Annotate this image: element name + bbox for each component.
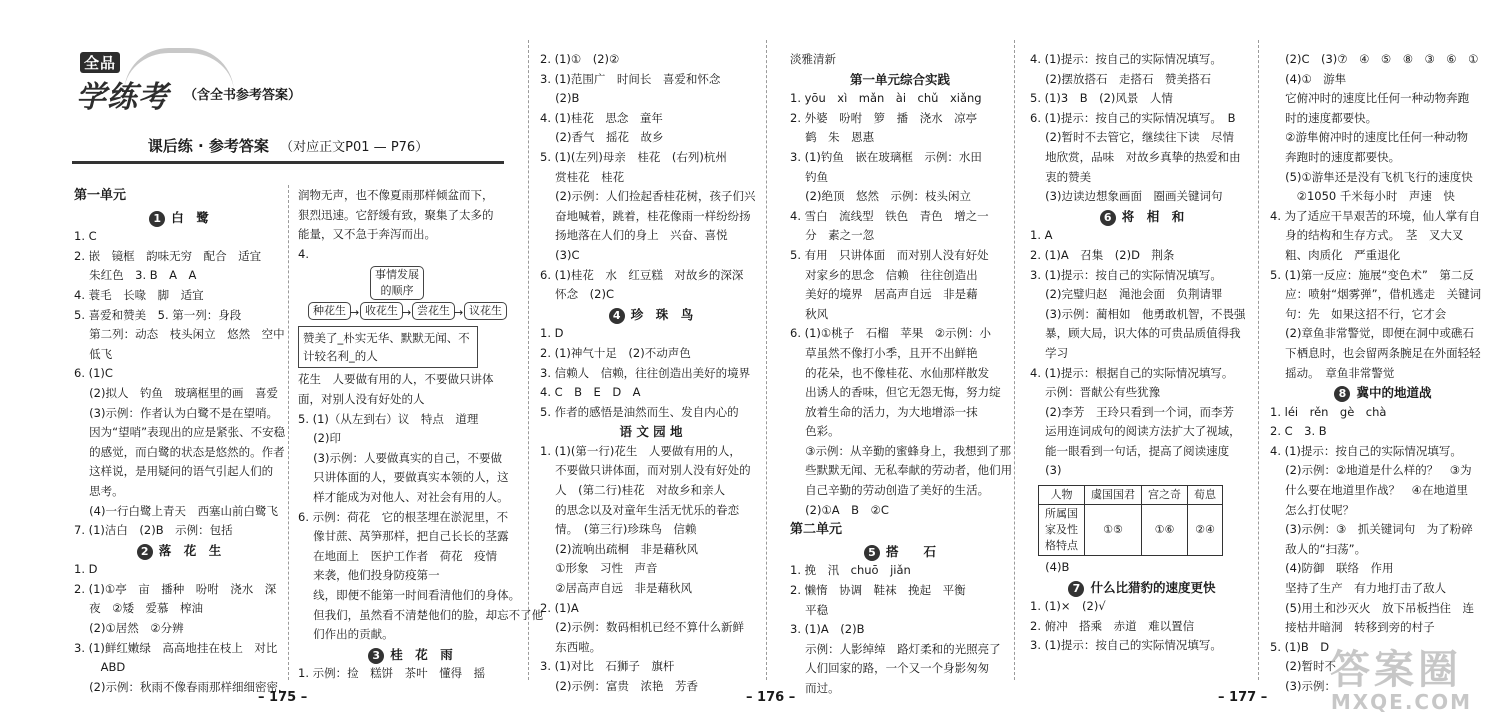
answer-line: 朱红色 3. B A A — [74, 268, 197, 283]
answer-line: (2)示例：数码相机已经不算什么新鲜 — [540, 620, 744, 635]
answer-list — [298, 186, 523, 264]
answer-line: (2)暂时不去管它，继续往下读 尽情 — [1030, 130, 1234, 145]
answer-line: 2. 外婆 吩咐 箩 播 浇水 凉亭 — [790, 110, 978, 125]
answer-line: 但我们，虽然看不清楚他们的脸，却忘不了他 — [298, 607, 544, 622]
lesson-title — [1270, 383, 1496, 403]
answer-line: 3. (1)提示：按自己的实际情况填写。 — [1030, 638, 1222, 653]
answer-line: 衷的赞美 — [1030, 169, 1092, 184]
lesson-title — [74, 541, 284, 561]
column-divider — [528, 40, 529, 680]
answer-line: 6. 示例：荷花 它的根茎埋在淤泥里，不 — [298, 509, 509, 524]
answer-line: 像甘蔗、莴笋那样，把自己长长的茎露 — [298, 529, 509, 544]
answer-line: (2)印 — [298, 431, 341, 446]
lesson-title-text: 搭 石 — [885, 543, 936, 559]
answer-line: 3. (1)提示：按自己的实际情况填写。 — [1030, 267, 1222, 282]
answer-line: 线，即便不能第一时间看清他们的身体。 — [298, 587, 521, 602]
table-header-cell: 虞国国君 — [1085, 486, 1142, 505]
answer-line: 第二列：动态 枝头闲立 悠然 空中 — [74, 327, 285, 342]
lesson-number: 4 — [609, 308, 625, 324]
answer-list — [1030, 226, 1254, 481]
answer-line: 1. C — [74, 229, 97, 244]
answer-line: 2. (1)A — [540, 600, 579, 615]
column-2 — [298, 186, 544, 684]
answer-line: 4. (1)桂花 思念 童年 — [540, 110, 663, 125]
answer-list — [298, 370, 544, 644]
lesson-title — [74, 208, 284, 228]
answer-line: 4. 蓑毛 长喙 脚 适宜 — [74, 287, 204, 302]
answer-list — [790, 50, 1010, 70]
answer-line: 示例：人影绰绰 路灯柔和的光照亮了 — [790, 641, 1001, 656]
column-divider — [1014, 40, 1015, 680]
answer-line: 的思念以及对童年生活无忧乐的眷恋 — [540, 502, 740, 517]
table-cell: ①⑥ — [1142, 505, 1188, 556]
answer-line: 7. (1)洁白 (2)B 示例：包括 — [74, 523, 233, 538]
answer-list — [540, 324, 762, 422]
answer-line: 5. 有用 只讲体面 而对别人没有好处 — [790, 247, 989, 262]
lesson-title — [298, 645, 523, 665]
watermark-text: 答案圈 — [1330, 647, 1462, 693]
answer-line: 地欣赏，品味 对故乡真挚的热爱和由 — [1030, 149, 1241, 164]
column-divider — [288, 185, 289, 680]
answer-line: 夜 ②矮 爱慕 榨油 — [74, 601, 203, 616]
answer-line: 1. yōu xì mǎn ài chǔ xiǎng — [790, 91, 982, 106]
page-number: – 176 – — [746, 690, 796, 705]
column-6 — [1270, 50, 1496, 697]
answer-line: 样才能成为对他人、对社会有用的人。 — [298, 489, 509, 504]
watermark-url: MXQE.COM — [1330, 690, 1472, 714]
answer-line: 奋地喊着，跳着，桂花像雨一样纷纷扬 — [540, 208, 751, 223]
answer-line: (4)一行白鹭上青天 西塞山前白鹭飞 — [74, 503, 278, 518]
answer-line: 2. 懒惰 协调 鞋袜 挽起 平衡 — [790, 583, 966, 598]
answer-line: (2)绝顶 悠然 示例：枝头闲立 — [790, 189, 971, 204]
table-header-row — [1039, 486, 1223, 505]
section-title-sub: （对应正文P01 — P76） — [280, 140, 429, 155]
answer-line: (5)①游隼还是没有飞机飞行的速度快 — [1270, 169, 1473, 184]
diagram-box: 议花生 — [464, 302, 507, 320]
quote-box: 赞美了_朴实无华、默默无闻、不计较名利_的人 — [298, 326, 478, 368]
answer-list — [74, 560, 290, 697]
page-number: – 175 – — [258, 690, 308, 705]
lesson-title-text: 白 鹭 — [171, 209, 209, 225]
answer-line: 暴，顾大局，识大体的可贵品质值得我 — [1030, 326, 1241, 341]
answer-line: 人们回家的路，一个又一个身影匆匆 — [790, 661, 990, 676]
answer-line: 这样说，是用疑问的语气引起人们的 — [74, 464, 274, 479]
answer-line: 能量，又不急于奔泻而出。 — [298, 227, 436, 242]
answer-line: 6. (1)①桃子 石榴 苹果 ②示例：小 — [790, 326, 992, 341]
answer-line: 扬地落在人们的身上 兴奋、喜悦 — [540, 228, 728, 243]
answer-line: 淡雅清新 — [790, 52, 836, 66]
answer-line: (4)① 游隼 — [1270, 71, 1347, 86]
answer-line: (2)C (3)⑦ ④ ⑤ ⑧ ③ ⑥ ① — [1270, 52, 1479, 66]
answer-list — [298, 664, 523, 684]
answer-line: 们作出的贡献。 — [298, 627, 394, 642]
lesson-number: 7 — [1068, 581, 1084, 597]
answer-line: 5. (1)3 B (2)风景 人情 — [1030, 91, 1173, 106]
answer-line: 而过。 — [790, 681, 840, 695]
answer-line: (2)香气 摇花 故乡 — [540, 130, 664, 145]
lesson-title — [790, 542, 1010, 562]
answer-line: 面，对别人没有好处的人 — [298, 391, 425, 406]
lesson-number: 1 — [149, 211, 165, 227]
answer-line: 3. (1)A (2)B — [790, 622, 865, 637]
brand-title: 学练考 — [76, 80, 169, 115]
answer-line: 摇动。 章鱼非常警觉 — [1270, 365, 1395, 380]
answer-line: 1. léi rěn gè chà — [1270, 404, 1387, 419]
answer-line: 草虽然不像打小季，且开不出鲜艳 — [790, 345, 978, 360]
answer-line: 润物无声，也不像夏雨那样倾盆而下， — [298, 188, 494, 202]
answer-line: ②1050 千米每小时 声速 快 — [1270, 189, 1455, 204]
answer-line: 对家乡的思念 信赖 往往创造出 — [790, 267, 978, 282]
column-5 — [1030, 50, 1254, 656]
answer-line: ③示例：从辛勤的蜜蜂身上，我想到了那 — [790, 443, 1011, 458]
answer-list — [790, 89, 1013, 520]
table-header-cell: 人物 — [1039, 486, 1085, 505]
table-cell: ②④ — [1188, 505, 1223, 556]
arrow-icon: → — [454, 306, 464, 320]
character-table — [1038, 485, 1223, 556]
answer-line: 秋风 — [790, 306, 829, 321]
answer-line: (5)用土和沙灭火 放下吊板挡住 连 — [1270, 600, 1474, 615]
answer-line: (2)暂时不 — [1270, 659, 1336, 674]
answer-line: 1. D — [74, 562, 98, 577]
answer-line: (2)李芳 王玲只看到一个词，而李芳 — [1030, 404, 1234, 419]
answer-line: (2)摆放搭石 走搭石 赞美搭石 — [1030, 71, 1211, 86]
column-3 — [540, 50, 762, 697]
answer-line: (2)完璧归赵 渑池会面 负荆请罪 — [1030, 287, 1223, 302]
unit-heading: 第一单元 — [74, 188, 127, 203]
diagram-box: 种花生 — [308, 302, 351, 320]
answer-line: 平稳 — [790, 602, 829, 617]
answer-line: 4. — [298, 246, 309, 261]
answer-line: 6. (1)桂花 水 红豆糕 对故乡的深深 — [540, 267, 744, 282]
section-title — [72, 135, 504, 164]
answer-list — [1030, 597, 1254, 656]
lesson-number: 3 — [368, 648, 384, 664]
answer-line: 2. (1)A 召集 (2)D 荆条 — [1030, 247, 1175, 262]
answer-line: (2)流响出疏桐 非是藉秋风 — [540, 541, 698, 556]
answer-list — [540, 50, 762, 305]
answer-line: 不要做只讲体面，而对别人没有好处的 — [540, 463, 751, 478]
answer-line: 4. (1)提示：按自己的实际情况填写。 — [1030, 52, 1222, 66]
answer-line: 粗、肉质化 严重退化 — [1270, 247, 1401, 262]
answer-line: 1. (1)(第一行)花生 人要做有用的人， — [540, 443, 741, 458]
answer-line: (2)拟人 钓鱼 玻璃框里的画 喜爱 — [74, 385, 278, 400]
unit-heading: 第二单元 — [790, 522, 843, 538]
answer-line: 的花朵，也不像桂花、水仙那样散发 — [790, 365, 990, 380]
practice-title: 第一单元综合实践 — [849, 71, 950, 87]
lesson-title-text: 珍 珠 鸟 — [630, 306, 694, 322]
answer-line: 5. 喜爱和赞美 5. 第一列：身段 — [74, 307, 242, 322]
brand-note: （含全书参考答案） — [184, 88, 302, 103]
answer-line: 6. (1)提示：按自己的实际情况填写。 B — [1030, 110, 1236, 125]
answer-line: 2. 嵌 镜框 韵味无穷 配合 适宜 — [74, 248, 262, 263]
answer-line: 4. (1)提示：按自己的实际情况填写。 — [1270, 443, 1462, 458]
answer-line: 接枯井暗洞 转移到旁的村子 — [1270, 620, 1435, 635]
answer-line: 钓鱼 — [790, 169, 829, 184]
table-header-cell: 宫之奇 — [1142, 486, 1188, 505]
answer-line: 4. 雪白 流线型 铁色 青色 增之一 — [790, 208, 989, 223]
answer-line: (2)示例：人们捡起香桂花树，孩子们兴 — [540, 189, 756, 204]
answer-line: 应：喷射“烟雾弹”，借机逃走 关键词 — [1270, 287, 1482, 302]
answer-line: 能一眼看到一句话，提高了阅读速度 — [1030, 443, 1230, 458]
answer-line: (3)示例：③ 抓关键词句 为了粉碎 — [1270, 522, 1473, 537]
table-row — [1039, 505, 1223, 556]
answer-line: 示例：晋献公有些犹豫 — [1030, 385, 1161, 400]
answer-list — [790, 561, 1010, 698]
answer-line: 4. (1)提示：根据自己的实际情况填写。 — [1030, 365, 1234, 380]
column-divider — [1258, 40, 1259, 680]
answer-line: 因为“望哨”表现出的应是紧张、不安稳 — [74, 425, 286, 440]
answer-line: 4. C B E D A — [540, 385, 641, 400]
answer-line: 些默默无闻、无私奉献的劳动者，他们用 — [790, 463, 1013, 478]
lesson-number: 6 — [1100, 210, 1116, 226]
answer-line: 3. (1)鲜红嫩绿 高高地挂在枝上 对比 — [74, 640, 278, 655]
answer-line: (3)示例： — [1270, 679, 1336, 693]
answer-line: (2)①A B ②C — [790, 502, 889, 517]
answer-line: 自己辛勤的劳动创造了美好的生活。 — [790, 483, 990, 498]
answer-list — [1270, 50, 1496, 383]
answer-line: ①形象 习性 声音 — [540, 561, 658, 576]
answer-line: 1. 示例：捡 糕饼 茶叶 懂得 摇 — [298, 666, 486, 681]
answer-line: ABD — [74, 660, 126, 675]
answer-line: 1. A — [1030, 228, 1053, 243]
lesson-number: 2 — [137, 544, 153, 560]
answer-line: (3)示例：作者认为白鹭不是在望哨。 — [74, 405, 278, 420]
answer-line: (2)①居然 ②分辨 — [74, 621, 184, 636]
column-divider — [766, 40, 767, 680]
table-cell: ①⑤ — [1085, 505, 1142, 556]
table-header-cell: 荀息 — [1188, 486, 1223, 505]
answer-line: 怎么打仗呢？ — [1270, 502, 1355, 517]
answer-line: 3. (1)钓鱼 嵌在玻璃框 示例：水田 — [790, 149, 982, 164]
answer-line: 4. 为了适应干旱艰苦的环境，仙人掌有自 — [1270, 208, 1481, 223]
answer-line: 人 (第二行)桂花 对故乡和亲人 — [540, 483, 726, 498]
answer-line: (3)边读边想象画面 圈画关键词句 — [1030, 189, 1223, 204]
answer-line: (2)示例：富贵 浓艳 芳香 — [540, 679, 698, 693]
answer-line: 身的结构和生存方式。 茎 叉大叉 — [1270, 228, 1464, 243]
flow-diagram — [308, 266, 508, 324]
answer-line: (2)B — [540, 91, 580, 106]
answer-line: 2. 俯冲 搭乘 赤道 难以置信 — [1030, 618, 1195, 633]
answer-line: 3. (1)对比 石狮子 旗杆 — [540, 659, 675, 674]
answer-line: 低飞 — [74, 346, 113, 361]
answer-line: 东西啦。 — [540, 639, 602, 654]
answer-line: (4)防御 联络 作用 — [1270, 561, 1394, 576]
answer-line: 的感觉，而白鹭的状态是悠然的。作者 — [74, 444, 285, 459]
answer-line: 情。 (第三行)珍珠鸟 信赖 — [540, 522, 697, 537]
answer-line: 来袭，他们投身防疫第一 — [298, 568, 440, 583]
answer-line: 3. 信赖人 信赖，往往创造出美好的境界 — [540, 365, 751, 380]
answer-line: 6. (1)C — [74, 366, 113, 381]
diagram-box: 尝花生 — [412, 302, 455, 320]
answer-line: (3) — [1030, 463, 1062, 478]
lesson-title-text: 桂 花 雨 — [390, 646, 453, 662]
answer-line: ②游隼俯冲时的速度比任何一种动物 — [1270, 130, 1468, 145]
answer-line: 只讲体面的人，要做真实本领的人，这 — [298, 470, 509, 485]
answer-line: (3)示例：蔺相如 他勇敢机智，不畏强 — [1030, 306, 1246, 321]
answer-line: 出诱人的香味，但它无怨无悔，努力绽 — [790, 385, 1001, 400]
answer-line: 奔跑时的速度都要快。 — [1270, 149, 1401, 164]
answer-line: 坚持了生产 有力地打击了敌人 — [1270, 581, 1447, 596]
answer-line: 放着生命的活力，为大地增添一抹 — [790, 404, 978, 419]
answer-line: 5. (1)（从左到右）议 特点 道理 — [298, 411, 479, 426]
column-4 — [790, 50, 1013, 699]
answer-line: (2)章鱼非常警觉，即便在洞中或礁石 — [1270, 326, 1474, 341]
lesson-number: 5 — [864, 545, 880, 561]
answer-list — [1030, 558, 1254, 578]
answer-line: 下栖息时，也会留两条腕足在外面轻轻 — [1270, 345, 1481, 360]
answer-line: 花生 人要做有用的人，不要做只讲体 — [298, 372, 494, 387]
answer-line: 分 素之一忽 — [790, 228, 875, 243]
column-1 — [74, 186, 290, 697]
answer-line: 赏桂花 桂花 — [540, 169, 625, 184]
answer-line: ②居高声自远 非是藉秋风 — [540, 581, 692, 596]
diagram-top-box: 事情发展 的顺序 — [370, 266, 424, 300]
answer-line: 5. (1)B D — [1270, 639, 1330, 654]
answer-line: 1. 挽 汛 chuō jiǎn — [790, 563, 911, 578]
lesson-title — [1030, 207, 1254, 227]
answer-line: 狠烈迅速。它舒缓有致，聚集了太多的 — [298, 207, 494, 222]
answer-line: 5. (1)第一反应：施展“变色术” 第二反 — [1270, 267, 1474, 282]
answer-line: 1. (1)× (2)√ — [1030, 599, 1106, 614]
answer-line: 思考。 — [74, 483, 124, 498]
answer-line: 句：先 如果这招不行，它才会 — [1270, 306, 1447, 321]
answer-line: 运用连词成句的阅读方法扩大了视域， — [1030, 424, 1241, 439]
answer-line: 3. (1)范围广 时间长 喜爱和怀念 — [540, 71, 721, 86]
answer-line: 5. (1)(左列)母亲 桂花 (右列)杭州 — [540, 149, 727, 164]
answer-line: (3)示例：人要做真实的自己，不要做 — [298, 450, 502, 465]
section-title-main: 课后练 · 参考答案 — [147, 137, 269, 155]
lesson-title-text: 落 花 生 — [158, 542, 222, 558]
answer-list — [540, 442, 762, 697]
lesson-title — [1030, 578, 1254, 598]
answer-line: (2)示例：秋雨不像春雨那样细细密密， — [74, 679, 290, 694]
answer-line: 鹤 朱 恩惠 — [790, 130, 875, 145]
answer-line: 学习 — [1030, 345, 1069, 360]
yuwen-yuandi-title: 语 文 园 地 — [619, 424, 683, 440]
answer-line: 2. (1)①亭 亩 播种 吩咐 浇水 深 — [74, 581, 277, 596]
lesson-number: 8 — [1334, 386, 1350, 402]
brand-small-text: 全品 — [80, 52, 120, 73]
answer-line: 2. (1)① (2)② — [540, 52, 620, 66]
answer-line: (2)示例：②地道是什么样的？ ③为 — [1270, 463, 1472, 478]
watermark-logo — [1272, 638, 1482, 718]
answer-line: 色彩。 — [790, 424, 840, 439]
answer-line: 它俯冲时的速度比任何一种动物奔跑 — [1270, 91, 1470, 106]
answer-line: 美好的境界 居高声自远 非是藉 — [790, 287, 978, 302]
answer-line: 怀念 (2)C — [540, 287, 614, 302]
lesson-title-text: 将 相 和 — [1121, 208, 1185, 224]
answer-list — [1030, 50, 1254, 207]
lesson-title — [540, 305, 762, 325]
arrow-icon: → — [402, 306, 412, 320]
answer-line: 2. C 3. B — [1270, 424, 1327, 439]
answer-line: 2. (1)神气十足 (2)不动声色 — [540, 345, 691, 360]
answer-line: 在地面上 医护工作者 荷花 疫情 — [298, 548, 498, 563]
answer-line: 敌人的“扫荡”。 — [1270, 541, 1367, 556]
answer-line: (3)C — [540, 247, 580, 262]
answer-line: 时的速度都要快。 — [1270, 110, 1378, 125]
answer-line: 什么要在地道里作战？ ④在地道里 — [1270, 483, 1468, 498]
arrow-icon: → — [350, 306, 360, 320]
lesson-title-text: 冀中的地道战 — [1356, 385, 1432, 401]
lesson-title-text: 什么比猎豹的速度更快 — [1090, 579, 1216, 595]
answer-line: 5. 作者的感悟是油然而生、发自内心的 — [540, 404, 739, 419]
diagram-box: 收花生 — [360, 302, 403, 320]
table-row-label: 所属国 家及性 格特点 — [1039, 505, 1085, 556]
answer-line: 1. D — [540, 326, 564, 341]
answer-list — [74, 227, 284, 541]
answer-line: (4)B — [1030, 560, 1070, 575]
page-number: – 177 – — [1218, 690, 1268, 705]
brand-logo — [72, 50, 512, 115]
